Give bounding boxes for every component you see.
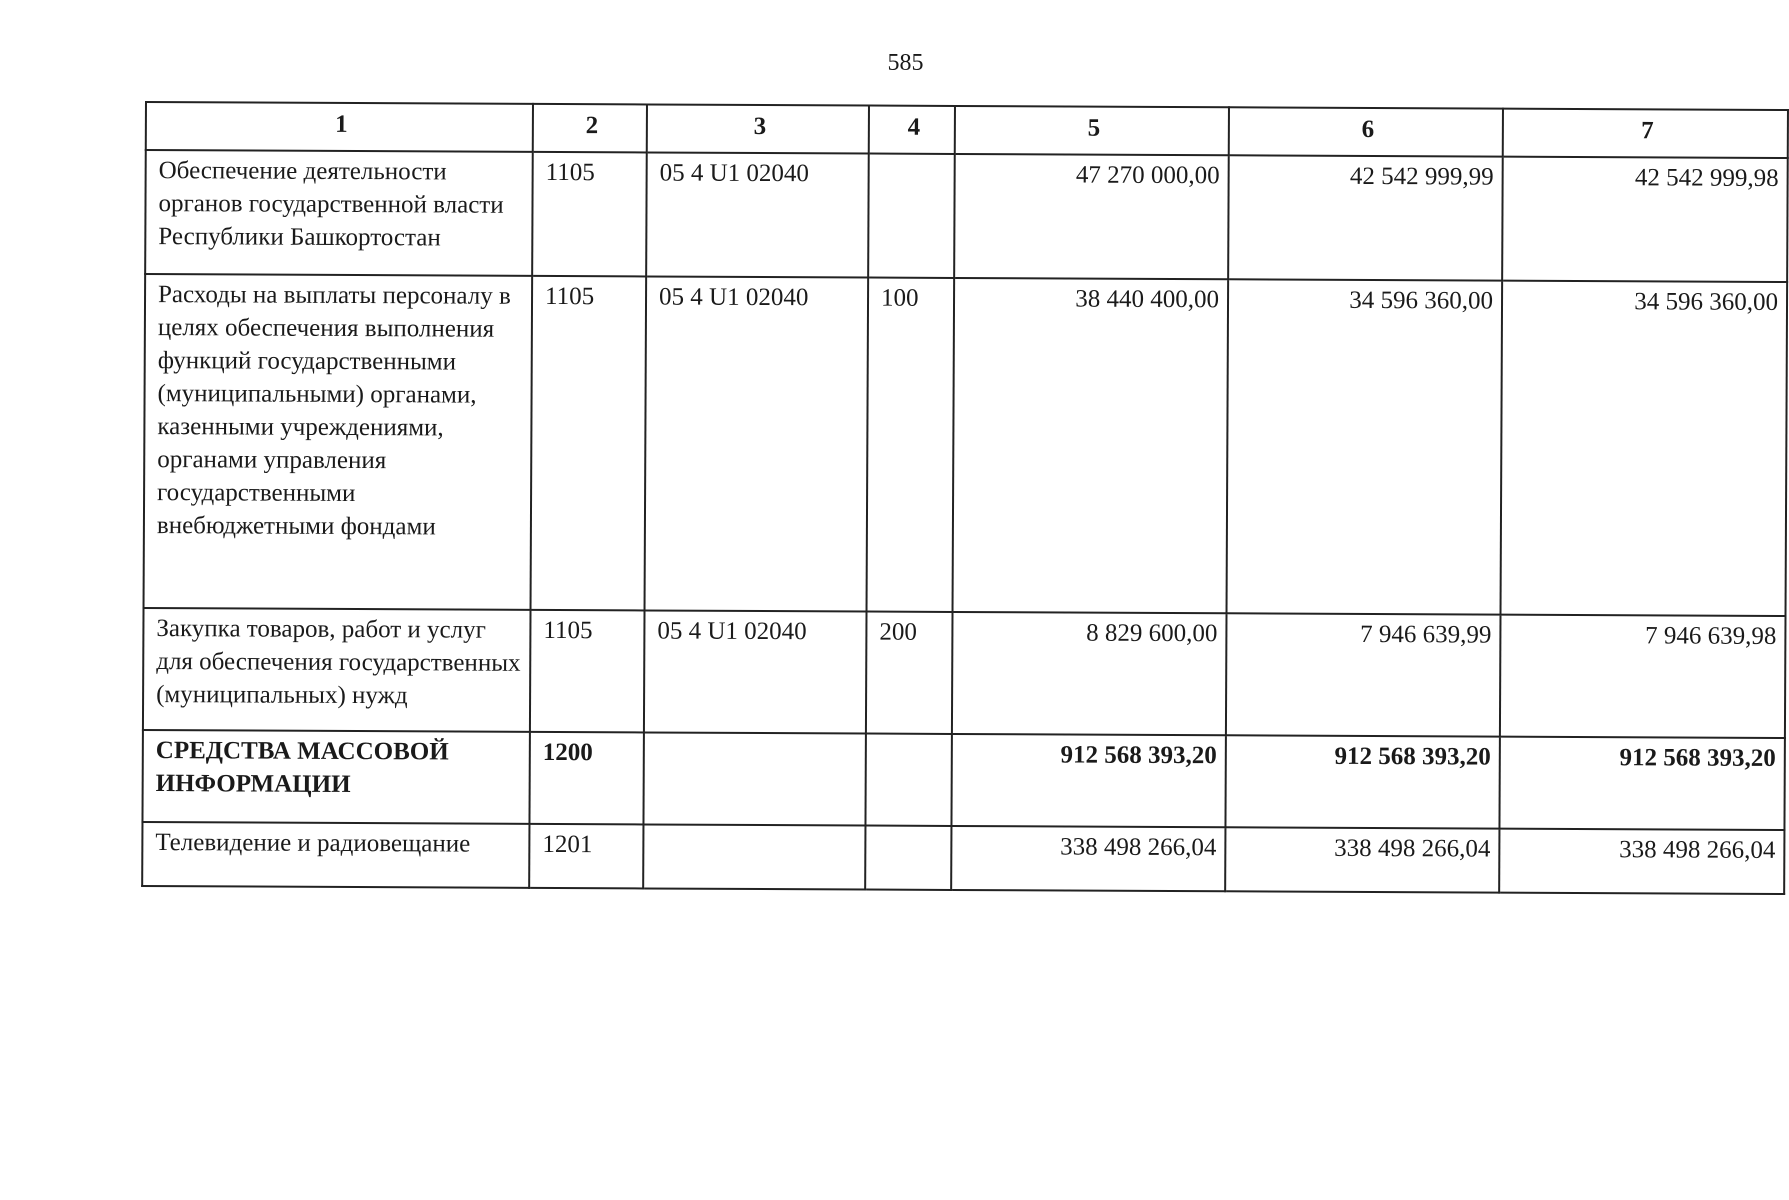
row-type bbox=[868, 154, 955, 278]
row-name: СРЕДСТВА МАССОВОЙ ИНФОРМАЦИИ bbox=[142, 730, 529, 824]
row-value-7: 7 946 639,98 bbox=[1500, 615, 1786, 738]
page-number: 585 bbox=[887, 50, 924, 76]
row-value-6: 338 498 266,04 bbox=[1225, 827, 1499, 892]
row-value-7: 912 568 393,20 bbox=[1499, 737, 1784, 830]
row-name: Расходы на выплаты персоналу в целях обеспечения выполнения функций государственными (муниципальными) органами, казенными учреждениями, органами управления государственными внебюджетными фондами bbox=[144, 274, 533, 610]
column-header: 4 bbox=[869, 106, 955, 154]
row-target: 05 4 U1 02040 bbox=[645, 276, 869, 611]
column-header: 5 bbox=[955, 106, 1229, 155]
row-target bbox=[643, 824, 865, 889]
row-type bbox=[865, 734, 951, 826]
row-name: Телевидение и радиовещание bbox=[142, 822, 529, 888]
row-section: 1201 bbox=[529, 824, 643, 889]
row-value-6: 34 596 360,00 bbox=[1227, 279, 1503, 614]
budget-table bbox=[141, 101, 1789, 895]
column-header: 1 bbox=[146, 102, 533, 152]
row-type bbox=[865, 826, 951, 890]
table-row bbox=[144, 274, 1788, 616]
row-section: 1200 bbox=[529, 732, 643, 825]
column-header: 6 bbox=[1229, 107, 1503, 156]
row-value-5: 912 568 393,20 bbox=[951, 734, 1225, 827]
row-target bbox=[643, 732, 865, 825]
table-row bbox=[143, 608, 1786, 738]
table-row bbox=[145, 150, 1788, 282]
row-value-5: 8 829 600,00 bbox=[952, 612, 1227, 735]
row-type: 100 bbox=[867, 278, 955, 612]
table-row bbox=[142, 822, 1784, 894]
row-value-7: 338 498 266,04 bbox=[1499, 829, 1784, 894]
row-value-6: 7 946 639,99 bbox=[1226, 613, 1501, 736]
row-value-7: 42 542 999,98 bbox=[1502, 157, 1788, 282]
row-target: 05 4 U1 02040 bbox=[646, 152, 869, 277]
row-name: Закупка товаров, работ и услуг для обеспечения государственных (муниципальных) нужд bbox=[143, 608, 531, 732]
row-value-5: 38 440 400,00 bbox=[953, 278, 1229, 613]
table-row bbox=[142, 730, 1784, 830]
row-value-6: 42 542 999,99 bbox=[1228, 155, 1503, 280]
row-value-6: 912 568 393,20 bbox=[1225, 735, 1499, 828]
row-value-5: 338 498 266,04 bbox=[951, 826, 1225, 891]
row-section: 1105 bbox=[531, 276, 647, 611]
row-section: 1105 bbox=[530, 610, 645, 733]
column-header: 2 bbox=[533, 104, 647, 153]
row-value-5: 47 270 000,00 bbox=[954, 154, 1229, 279]
column-header: 7 bbox=[1503, 109, 1788, 158]
row-section: 1105 bbox=[532, 152, 647, 277]
row-type: 200 bbox=[866, 612, 953, 734]
row-name: Обеспечение деятельности органов государственной власти Республики Башкортостан bbox=[145, 150, 533, 276]
row-target: 05 4 U1 02040 bbox=[644, 610, 867, 733]
table-header-row bbox=[146, 102, 1788, 158]
row-value-7: 34 596 360,00 bbox=[1501, 281, 1788, 616]
column-header: 3 bbox=[647, 104, 869, 153]
